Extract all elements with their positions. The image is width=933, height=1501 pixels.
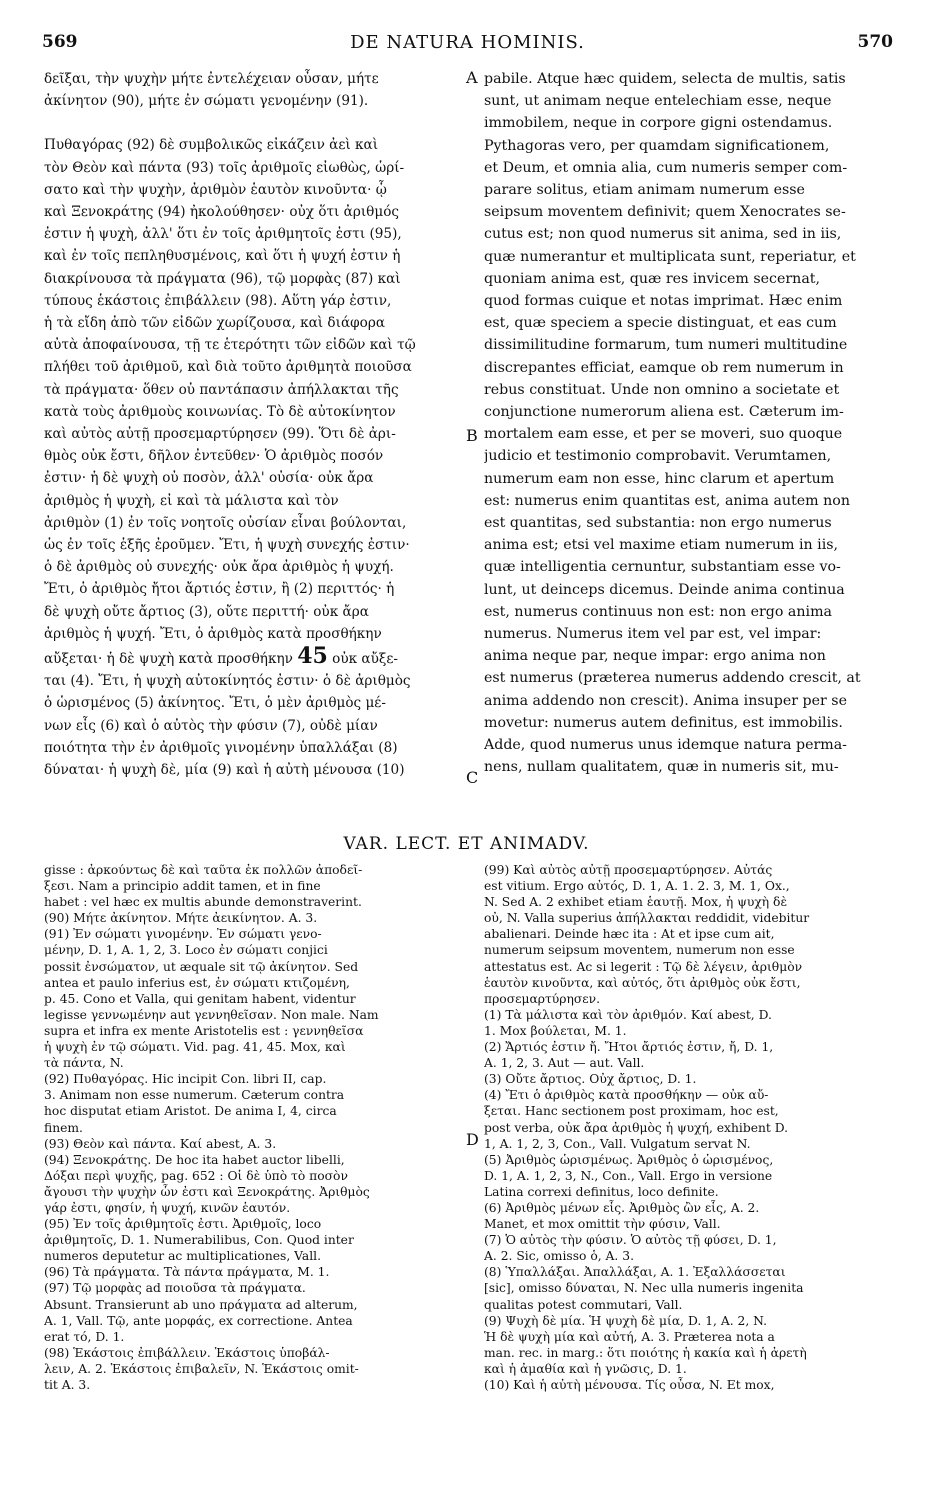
latin-text-line: est numerus (præterea numerus addendo crescit, at — [484, 670, 861, 687]
note-line: ἀριθμητοῖς, D. 1. Numerabilibus, Con. Quod inter — [44, 1233, 354, 1248]
note-line: καὶ ἡ ἀμαθία καὶ ἡ γνῶσις, D. 1. — [484, 1361, 687, 1376]
note-line: Absunt. Transierunt ab uno πράγματα ad alterum, — [44, 1297, 358, 1312]
running-title: DE NATURA HOMINIS. — [350, 32, 585, 53]
greek-text-line: ποιότητα τὴν ἐν ἀριθμοῖς γινομένην ὑπαλλάξαι (8) — [44, 739, 398, 756]
latin-text-line: Pythagoras vero, per quamdam significationem, — [484, 137, 830, 154]
note-line: supra et infra ex mente Aristotelis est : γεννηθεῖσα — [44, 1023, 364, 1038]
note-line: (98) Ἑκάστοις ἐπιβάλλειν. Ἑκάστοις ὑποβάλ- — [44, 1345, 330, 1360]
greek-text-line: θμὸς οὐκ ἔστι, δῆλον ἐντεῦθεν· Ὁ ἀριθμὸς ποσόν — [44, 448, 384, 465]
latin-text-line: dissimilitudine formarum, tum numeri multitudine — [484, 337, 848, 354]
note-line: antea et paulo inferius est, ἐν σώματι κτιζομένη, — [44, 975, 350, 990]
latin-text-line: quoniam anima est, quæ res invicem secernat, — [484, 270, 820, 287]
note-line: abalienari. Deinde hæc ita : At et ipse cum ait, — [484, 927, 775, 942]
greek-text-line: πλήθει τοῦ ἀριθμοῦ, καὶ διὰ τοῦτο ἀριθμητὰ ποιοῦσα — [44, 359, 412, 376]
note-line: (97) Τῷ μορφὰς ad ποιοῦσα τὰ πράγματα. — [44, 1281, 306, 1296]
note-line: ξεσι. Nam a principio addit tamen, et in fine — [44, 879, 321, 894]
latin-text-line: mortalem eam esse, et per se moveri, suo quoque — [484, 426, 843, 443]
note-line: A. 1, 2, 3. Aut — aut. Vall. — [484, 1056, 645, 1071]
margin-letter-a: A — [466, 68, 478, 87]
note-line: erat τό, D. 1. — [44, 1329, 125, 1344]
page-header — [42, 32, 893, 58]
note-line: (7) Ὁ αὐτὸς τὴν φύσιν. Ὁ αὐτὸς τῇ φύσει, D. 1, — [484, 1233, 777, 1248]
latin-text-line: anima addendo non crescit). Anima insuper per se — [484, 692, 847, 709]
greek-text-line: ται (4). Ἔτι, ἡ ψυχὴ αὐτοκίνητός ἐστιν· ὁ δὲ ἀριθμὸς — [44, 673, 411, 690]
greek-text-line: τύπους ἑκάστοις ἐπιβάλλειν (98). Αὕτη γάρ ἐστιν, — [44, 292, 392, 309]
note-line: Manet, et mox omittit τὴν φύσιν, Vall. — [484, 1217, 721, 1232]
note-line: numerum seipsum moventem, numerum non esse — [484, 943, 795, 958]
note-line: λειν, A. 2. Ἑκάστοις ἐπιβαλεῖν, N. Ἑκάστοις omit- — [44, 1361, 359, 1376]
greek-text-line: καὶ ἐν τοῖς πεπληθυσμένοις, καὶ ὅτι ἡ ψυχή ἐστιν ἡ — [44, 248, 401, 265]
note-line: ἑαυτὸν κινοῦντα, καὶ αὐτός, ὅτι ἀριθμὸς οὐκ ἔστι, — [484, 975, 801, 990]
note-line: τὰ πάντα, N. — [44, 1056, 124, 1071]
greek-text-line: τὰ πράγματα· ὅθεν οὐ παντάπασιν ἀπήλλακται τῆς — [44, 381, 399, 398]
note-line: (96) Τὰ πράγματα. Τὰ πάντα πράγματα, M. 1. — [44, 1265, 330, 1280]
greek-text-line: ἀριθμὸν (1) ἐν τοῖς νοητοῖς οὐσίαν εἶναι βούλονται, — [44, 514, 407, 531]
greek-text-line: ἀριθμὸς ἡ ψυχὴ, εἰ καὶ τὰ μάλιστα καὶ τὸν — [44, 492, 339, 509]
latin-text-column — [484, 68, 894, 779]
note-line: (3) Οὔτε ἄρτιος. Οὐχ ἄρτιος, D. 1. — [484, 1072, 697, 1087]
greek-text-line: νων εἷς (6) καὶ ὁ αὐτὸς τὴν φύσιν (7), οὐδὲ μίαν — [44, 717, 378, 734]
latin-text-line: anima est; etsi vel maxime etiam numerum in iis, — [484, 537, 839, 554]
greek-text-line: αὐτὰ ἀποφαίνουσα, τῇ τε ἑτερότητι τῶν εἰδῶν καὶ τῷ — [44, 337, 416, 354]
latin-text-line: est quantitas, sed substantia: non ergo numerus — [484, 515, 832, 532]
note-line: qualitas potest commutari, Vall. — [484, 1297, 683, 1312]
greek-text-line: ἀριθμὸς ἡ ψυχή. Ἔτι, ὁ ἀριθμὸς κατὰ προσθήκην — [44, 625, 382, 642]
greek-text-line: διακρίνουσα τὰ πράγματα (96), τῷ μορφὰς (87) καὶ — [44, 270, 401, 287]
note-line: Ἡ δὲ ψυχὴ μία καὶ αὐτή, A. 3. Præterea nota a — [484, 1329, 775, 1344]
latin-text-line: et Deum, et omnia alia, cum numeris semper com- — [484, 159, 848, 176]
note-line: habet : vel hæc ex multis abunde demonstraverint. — [44, 895, 362, 910]
note-line: est vitium. Ergo αὐτός, D. 1, A. 1. 2. 3, M. 1, Ox., — [484, 879, 790, 894]
note-line: D. 1, A. 1, 2, 3, N., Con., Vall. Ergo in versione — [484, 1168, 773, 1183]
greek-text-line: τὸν Θεὸν καὶ πάντα (93) τοῖς ἀριθμοῖς εἰωθὼς, ὡρί- — [44, 159, 405, 176]
note-line: Δόξαι περὶ ψυχῆς, pag. 652 : Οἱ δὲ ὑπὸ τὸ ποσὸν — [44, 1168, 348, 1183]
latin-text-line: quæ numerantur et multiplicata sunt, reperiatur, et — [484, 248, 856, 265]
note-line: man. rec. in marg.: ὅτι ποιότης ἡ κακία καὶ ἡ ἀρετὴ — [484, 1345, 807, 1360]
note-line: (10) Καὶ ἡ αὐτὴ μένουσα. Τίς οὖσα, N. Et mox, — [484, 1378, 775, 1392]
note-line: finem. — [44, 1120, 83, 1135]
greek-text-line: ὁ δὲ ἀριθμὸς οὐ συνεχής· οὐκ ἄρα ἀριθμὸς ἡ ψυχή. — [44, 559, 394, 576]
greek-text-line: δεῖξαι, τὴν ψυχὴν μήτε ἐντελέχειαν οὖσαν, μήτε — [44, 71, 379, 87]
latin-text-line: cutus est; non quod numerus sit anima, sed in iis, — [484, 226, 842, 243]
note-line: μένην, D. 1, A. 1, 2, 3. Loco ἐν σώματι conjici — [44, 943, 328, 958]
latin-text-line: discrepantes efficiat, eamque ob rem numerum in — [484, 359, 844, 376]
note-line: A. 2. Sic, omisso ὁ, A. 3. — [484, 1249, 634, 1264]
note-line: attestatus est. Ac si legerit : Τῷ δὲ λέγειν, ἀριθμὸν — [484, 959, 803, 974]
note-line: 1, A. 1, 2, 3, Con., Vall. Vulgatum servat N. — [484, 1136, 751, 1151]
latin-text-line: numerus. Numerus item vel par est, vel impar: — [484, 626, 822, 643]
latin-text-line: est, quæ speciem a specie distinguat, et eas cum — [484, 315, 837, 332]
note-line: (8) Ὑπαλλάξαι. Ἀπαλλάξαι, A. 1. Ἐξαλλάσσεται — [484, 1265, 786, 1280]
latin-text-line: quod formas cuique et notas imprimat. Hæc enim — [484, 293, 843, 310]
note-line: p. 45. Cono et Valla, qui genitam habent, videntur — [44, 991, 356, 1006]
greek-text-line: ἐστιν· ἡ δὲ ψυχὴ οὐ ποσὸν, ἀλλ' οὐσία· οὐκ ἄρα — [44, 470, 374, 487]
note-line: (5) Ἀριθμὸς ὡρισμένως. Ἀριθμὸς ὁ ὡρισμένος, — [484, 1152, 774, 1167]
note-line: (93) Θεὸν καὶ πάντα. Καί abest, A. 3. — [44, 1136, 277, 1151]
greek-text-line: σατο καὶ τὴν ψυχὴν, ἀριθμὸν ἑαυτὸν κινοῦντα· ᾧ — [44, 181, 387, 198]
greek-text-line: ἐστιν ἡ ψυχὴ, ἀλλ' ὅτι ἐν τοῖς ἀριθμητοῖς ἐστι (95), — [44, 226, 402, 243]
margin-letter-c: C — [466, 768, 479, 787]
note-line: (91) Ἐν σώματι γινομένην. Ἐν σώματι γενο- — [44, 927, 322, 942]
note-line: post verba, οὐκ ἄρα ἀριθμὸς ἡ ψυχή, exhibent D. — [484, 1120, 789, 1135]
notes-heading: VAR. LECT. ET ANIMADV. — [343, 834, 590, 854]
greek-text-line: ὁ ὡρισμένος (5) ἀκίνητος. Ἔτι, ὁ μὲν ἀριθμὸς μέ- — [44, 695, 386, 712]
note-line: numeros deputetur ac multiplicationes, Vall. — [44, 1249, 322, 1264]
note-line: possit ἐνσώματον, ut æquale sit τῷ ἀκίνητον. Sed — [44, 959, 359, 974]
greek-text-line: Πυθαγόρας (92) δὲ συμβολικῶς εἰκάζειν ἀεὶ καὶ — [44, 137, 379, 154]
margin-letter-b: B — [466, 426, 478, 445]
note-line: γάρ ἐστι, φησίν, ἡ ψυχή, κινῶν ἑαυτόν. — [44, 1200, 291, 1215]
greek-text-line: ἀκίνητον (90), μήτε ἐν σώματι γενομένην (91). — [44, 93, 369, 110]
greek-text-line: κατὰ τοὺς ἀριθμοὺς κοινωνίας. Τὸ δὲ αὐτοκίνητον — [44, 403, 396, 420]
note-line: ἡ ψυχὴ ἐν τῷ σώματι. Vid. pag. 41, 45. Mox, καὶ — [44, 1040, 346, 1055]
note-line: hoc disputat etiam Aristot. De anima I, 4, circa — [44, 1104, 337, 1119]
greek-text-line: καὶ αὐτὸς αὐτῇ προσεμαρτύρησεν (99). Ὅτι δὲ ἀρι- — [44, 426, 396, 443]
note-line: (6) Ἀριθμὸς μένων εἷς. Ἀριθμὸς ὢν εἷς, A. 2. — [484, 1200, 760, 1215]
note-line: (95) Ἐν τοῖς ἀριθμητοῖς ἐστι. Ἀριθμοῖς, loco — [44, 1217, 322, 1232]
latin-text-line: sunt, ut animam neque entelechiam esse, neque — [484, 93, 832, 110]
greek-text-line — [44, 112, 464, 134]
latin-text-line: quæ intelligentia cernuntur, substantiam esse vo- — [484, 559, 841, 576]
latin-text-line: immobilem, neque in corpore gigni ostendamus. — [484, 115, 833, 132]
greek-text-column — [44, 68, 464, 781]
note-line: A. 1, Vall. Τῷ, ante μορφάς, ex correctione. Antea — [44, 1313, 353, 1328]
latin-text-line: anima neque par, neque impar: ergo anima non — [484, 648, 826, 665]
note-line: legisse γεννωμένην aut γεννηθεῖσαν. Non male. Nam — [44, 1007, 379, 1022]
latin-text-line: est, numerus continuus non est: non ergo anima — [484, 603, 832, 620]
latin-text-line: pabile. Atque hæc quidem, selecta de multis, satis — [484, 71, 846, 87]
note-line: οὐ, N. Valla superius ἀπήλλακται reddidit, videbitur — [484, 911, 810, 926]
latin-text-line: movetur: numerus autem definitus, est immobilis. — [484, 714, 843, 731]
note-line: tit A. 3. — [44, 1378, 91, 1392]
greek-text-line: καὶ Ξενοκράτης (94) ἠκολούθησεν· οὐχ ὅτι ἀριθμός — [44, 204, 399, 221]
greek-text-line: ἡ τὰ εἴδη ἀπὸ τῶν εἰδῶν χωρίζουσα, καὶ διάφορα — [44, 315, 385, 332]
latin-text-line: seipsum moventem definivit; quem Xenocrates se- — [484, 204, 846, 221]
note-line: N. Sed A. 2 exhibet etiam ἑαυτῇ. Mox, ἡ ψυχὴ δὲ — [484, 895, 788, 910]
note-line: (94) Ξενοκράτης. De hoc ita habet auctor libelli, — [44, 1152, 345, 1167]
note-line: (4) Ἔτι ὁ ἀριθμὸς κατὰ προσθήκην — οὐκ αὔ- — [484, 1088, 769, 1103]
latin-text-line: conjunctione numerorum aliena est. Cæterum im- — [484, 404, 844, 421]
latin-text-line: est: numerus enim quantitas est, anima autem non — [484, 492, 850, 509]
latin-text-line: parare solitus, etiam animam numerum esse — [484, 182, 805, 199]
greek-text-line: Ἔτι, ὁ ἀριθμὸς ἤτοι ἄρτιός ἐστιν, ἢ (2) περιττός· ἡ — [44, 581, 395, 598]
note-line: [sic], omisso δύναται, N. Nec ulla numeris ingenita — [484, 1281, 804, 1296]
latin-text-line: numerum eam non esse, hinc clarum et apertum — [484, 470, 835, 487]
margin-letter-d: D — [466, 1130, 479, 1149]
note-line: (2) Ἄρτιός ἐστιν ἤ. Ἤτοι ἄρτιός ἐστιν, ἤ, D. 1, — [484, 1040, 774, 1055]
note-line: (90) Μήτε ἀκίνητον. Μήτε ἀεικίνητον. A. 3. — [44, 911, 318, 926]
greek-text-line: δὲ ψυχὴ οὔτε ἄρτιος (3), οὔτε περιττή· οὐκ ἄρα — [44, 603, 369, 620]
latin-text-line: Adde, quod numerus unus idemque natura perma- — [484, 737, 847, 754]
latin-text-line: nens, nullam qualitatem, quæ in numeris sit, mu- — [484, 759, 839, 776]
notes-left-column — [44, 862, 464, 1393]
note-line: (9) Ψυχὴ δὲ μία. Ἡ ψυχὴ δὲ μία, D. 1, A. 2, N. — [484, 1313, 768, 1328]
latin-text-line: lunt, ut deinceps dicemus. Deinde anima continua — [484, 581, 845, 598]
latin-text-line: rebus constituat. Unde non omnino a societate et — [484, 381, 840, 398]
note-line: Latina correxi definitus, loco definite. — [484, 1184, 719, 1199]
note-line: προσεμαρτύρησεν. — [484, 991, 601, 1006]
greek-text-line: δύναται· ἡ ψυχὴ δὲ, μία (9) καὶ ἡ αὐτὴ μένουσα (10) — [44, 762, 405, 779]
notes-right-column — [484, 862, 894, 1393]
page-number-right: 570 — [857, 32, 893, 52]
greek-text-line: αὔξεται· ἡ δὲ ψυχὴ κατὰ προσθήκην 45 οὐκ αὔξε- — [44, 645, 398, 670]
page-number-left: 569 — [42, 32, 78, 52]
note-line: (99) Καὶ αὐτὸς αὐτῇ προσεμαρτύρησεν. Αὐτάς — [484, 863, 773, 877]
greek-text-line: ὡς ἐν τοῖς ἑξῆς ἐροῦμεν. Ἔτι, ἡ ψυχὴ συνεχής ἐστιν· — [44, 537, 410, 554]
note-line: ἄγουσι τὴν ψυχὴν ὧν ἐστι καὶ Ξενοκράτης. Ἀριθμὸς — [44, 1184, 370, 1199]
latin-text-line: judicio et testimonio comprobavit. Verumtamen, — [484, 448, 832, 465]
note-line: ξεται. Hanc sectionem post proximam, hoc est, — [484, 1104, 779, 1119]
note-line: (1) Τὰ μάλιστα καὶ τὸν ἀριθμόν. Καί abest, D. — [484, 1007, 772, 1022]
note-line: 3. Animam non esse numerum. Cæterum contra — [44, 1088, 345, 1103]
note-line: gisse : ἀρκούντως δὲ καὶ ταῦτα ἐκ πολλῶν ἀποδεῖ- — [44, 863, 363, 877]
note-line: (92) Πυθαγόρας. Hic incipit Con. libri II, cap. — [44, 1072, 327, 1087]
note-line: 1. Mox βούλεται, M. 1. — [484, 1023, 627, 1038]
